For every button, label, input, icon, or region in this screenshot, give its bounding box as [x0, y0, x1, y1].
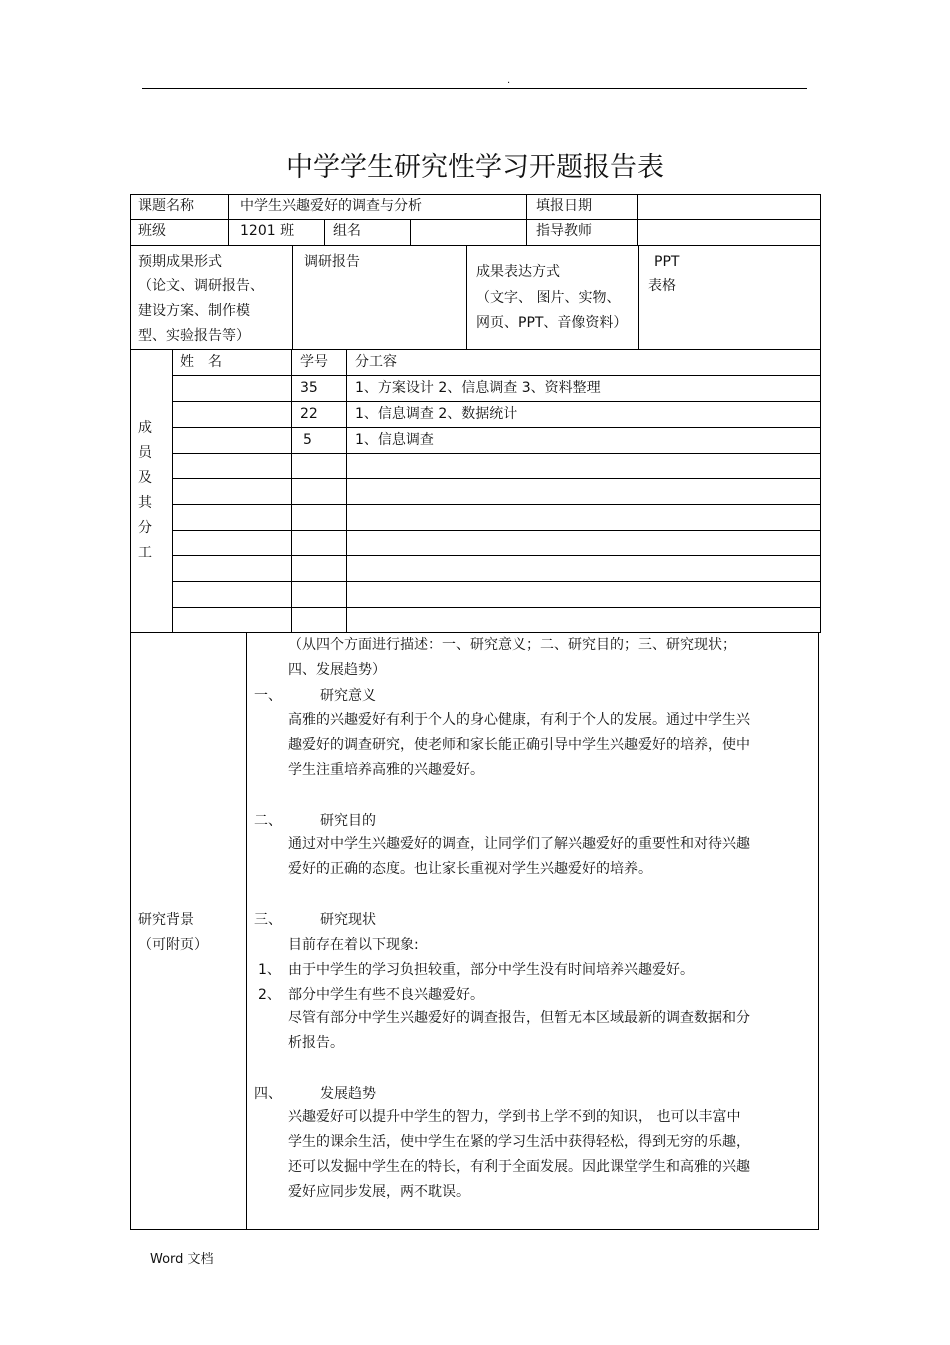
- expected-value[interactable]: 调研报告: [304, 254, 360, 270]
- page-title: 中学学生研究性学习开题报告表: [286, 152, 664, 183]
- member-header-id: 学号: [300, 354, 328, 370]
- section-number: 一、: [254, 688, 282, 704]
- section-number: 二、: [254, 813, 282, 829]
- section-title: 研究目的: [320, 813, 376, 829]
- express-label-line: 网页、PPT、音像资料）: [476, 315, 628, 331]
- express-value-line[interactable]: PPT: [654, 254, 680, 270]
- section-body: 通过对中学生兴趣爱好的调查，让同学们了解兴趣爱好的重要性和对待兴趣爱好的正确的态度。也让家长重视对学生兴趣爱好的培养。: [288, 836, 750, 877]
- member-id[interactable]: 35: [300, 380, 318, 396]
- section-body: 尽管有部分中学生兴趣爱好的调查报告，但暂无本区域最新的调查数据和分析报告。: [288, 1010, 750, 1051]
- side-char: 成: [138, 420, 152, 436]
- side-char: 员: [138, 445, 152, 461]
- header-rule: [142, 88, 807, 89]
- side-char: 其: [138, 495, 152, 511]
- class-value[interactable]: 1201 班: [240, 223, 295, 239]
- member-id[interactable]: 5: [303, 432, 312, 448]
- background-intro: （从四个方面进行描述：一、研究意义；二、研究目的；三、研究现状；四、发展趋势）: [288, 637, 736, 678]
- express-label-line: 成果表达方式: [476, 264, 560, 280]
- background-label-note: （可附页）: [138, 937, 208, 953]
- section-title: 研究意义: [320, 688, 376, 704]
- footer-label: Word 文档: [150, 1252, 214, 1267]
- member-header-name: 姓 名: [180, 354, 222, 370]
- list-item: 部分中学生有些不良兴趣爱好。: [288, 987, 484, 1003]
- section-body: 高雅的兴趣爱好有利于个人的身心健康，有利于个人的发展。通过中学生兴趣爱好的调查研究，使老师和家长能正确引导中学生兴趣爱好的培养，使中学生注重培养高雅的兴趣爱好。: [288, 712, 750, 778]
- member-task[interactable]: 1、信息调查 2、数据统计: [355, 406, 518, 422]
- expected-label-line: （论文、调研报告、: [138, 278, 264, 294]
- list-number: 2、: [258, 987, 281, 1003]
- section-intro: 目前存在着以下现象:: [288, 937, 419, 953]
- section-number: 四、: [254, 1086, 282, 1102]
- member-id[interactable]: 22: [300, 406, 318, 422]
- topic-value[interactable]: 中学生兴趣爱好的调查与分析: [240, 198, 422, 214]
- member-header-task: 分工容: [355, 354, 397, 370]
- header-dot: .: [507, 75, 511, 86]
- class-label: 班级: [138, 223, 166, 239]
- group-label: 组名: [333, 223, 361, 239]
- section-title: 发展趋势: [320, 1086, 376, 1102]
- section-body: 兴趣爱好可以提升中学生的智力，学到书上学不到的知识， 也可以丰富中学生的课余生活，使中学生在紧的学习生活中获得轻松，得到无穷的乐趣，还可以发掘中学生在的特长，有利于全面发展。因此课堂学生和高雅的兴趣爱好应同步发展，两不耽误。: [288, 1109, 750, 1200]
- teacher-label: 指导教师: [536, 223, 592, 239]
- expected-label-line: 型、实验报告等）: [138, 328, 250, 344]
- express-label-line: （文字、 图片、实物、: [476, 290, 621, 306]
- member-task[interactable]: 1、信息调查: [355, 432, 434, 448]
- list-number: 1、: [258, 962, 281, 978]
- side-char: 分: [138, 520, 152, 536]
- member-task[interactable]: 1、方案设计 2、信息调查 3、资料整理: [355, 380, 601, 396]
- expected-label-line: 预期成果形式: [138, 254, 222, 270]
- list-item: 由于中学生的学习负担较重，部分中学生没有时间培养兴趣爱好。: [288, 962, 694, 978]
- date-label: 填报日期: [536, 198, 592, 214]
- topic-label: 课题名称: [138, 198, 194, 214]
- side-char: 及: [138, 470, 152, 486]
- express-value-line[interactable]: 表格: [648, 278, 676, 294]
- section-title: 研究现状: [320, 912, 376, 928]
- section-number: 三、: [254, 912, 282, 928]
- side-char: 工: [138, 545, 152, 561]
- background-label: 研究背景: [138, 912, 194, 928]
- expected-label-line: 建设方案、制作模: [138, 303, 250, 319]
